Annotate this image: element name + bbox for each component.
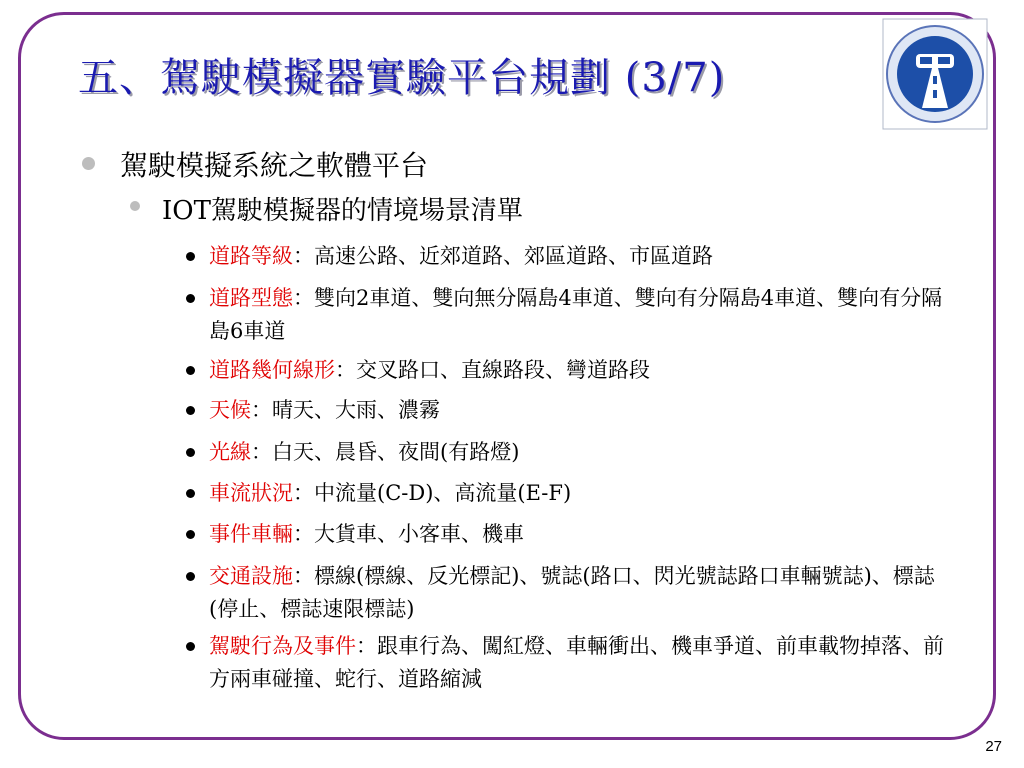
bullet-dot (186, 252, 195, 261)
item-value: ：交叉路口、直線路段、彎道路段 (335, 358, 650, 382)
item-value: ：白天、晨昏、夜間(有路燈) (251, 440, 520, 464)
item-value: ：晴天、大雨、濃霧 (251, 398, 440, 422)
item-key: 光線 (209, 440, 251, 464)
list-item (186, 282, 956, 348)
level2-text: IOT駕駛模擬器的情境場景清單 (162, 196, 523, 226)
item-value: ：高速公路、近郊道路、郊區道路、市區道路 (293, 244, 713, 268)
bullet-dot (186, 572, 195, 581)
item-key: 駕駛行為及事件 (209, 634, 356, 658)
item-key: 道路型態 (209, 286, 293, 310)
item-value: ：雙向2車道、雙向無分隔島4車道、雙向有分隔島4車道、雙向有分隔島6車道 (209, 286, 943, 343)
item-key: 道路等級 (209, 244, 293, 268)
slide-title: 五、駕駛模擬器實驗平台規劃 (3/7) (78, 55, 726, 101)
list-item (186, 436, 956, 469)
list-item (186, 354, 956, 387)
list-item (186, 630, 956, 696)
list-item (186, 394, 956, 427)
item-value: ：標線(標線、反光標記)、號誌(路口、閃光號誌路口車輛號誌)、標誌(停止、標誌速限標誌) (209, 564, 935, 621)
bullet-dot (186, 530, 195, 539)
item-value: ：跟車行為、闖紅燈、車輛衝出、機車爭道、前車載物掉落、前方兩車碰撞、蛇行、道路縮減 (209, 634, 944, 691)
item-key: 事件車輛 (209, 522, 293, 546)
bullet-dot (82, 157, 95, 170)
bullet-dot (186, 294, 195, 303)
bullet-dot (186, 448, 195, 457)
item-value: ：中流量(C-D)、高流量(E-F) (293, 481, 572, 505)
bullet-dot (186, 489, 195, 498)
level1-text: 駕駛模擬系統之軟體平台 (120, 149, 429, 182)
list-item (186, 477, 956, 510)
item-value: ：大貨車、小客車、機車 (293, 522, 524, 546)
bullet-dot (130, 201, 140, 211)
list-item (186, 518, 956, 551)
bullet-dot (186, 642, 195, 651)
item-key: 天候 (209, 398, 251, 422)
page-number: 27 (985, 738, 1002, 755)
list-item (186, 240, 956, 273)
item-key: 道路幾何線形 (209, 358, 335, 382)
item-key: 車流狀況 (209, 481, 293, 505)
bullet-dot (186, 406, 195, 415)
item-key: 交通設施 (209, 564, 293, 588)
center-logo (882, 18, 988, 130)
list-item (186, 560, 956, 626)
bullet-dot (186, 366, 195, 375)
